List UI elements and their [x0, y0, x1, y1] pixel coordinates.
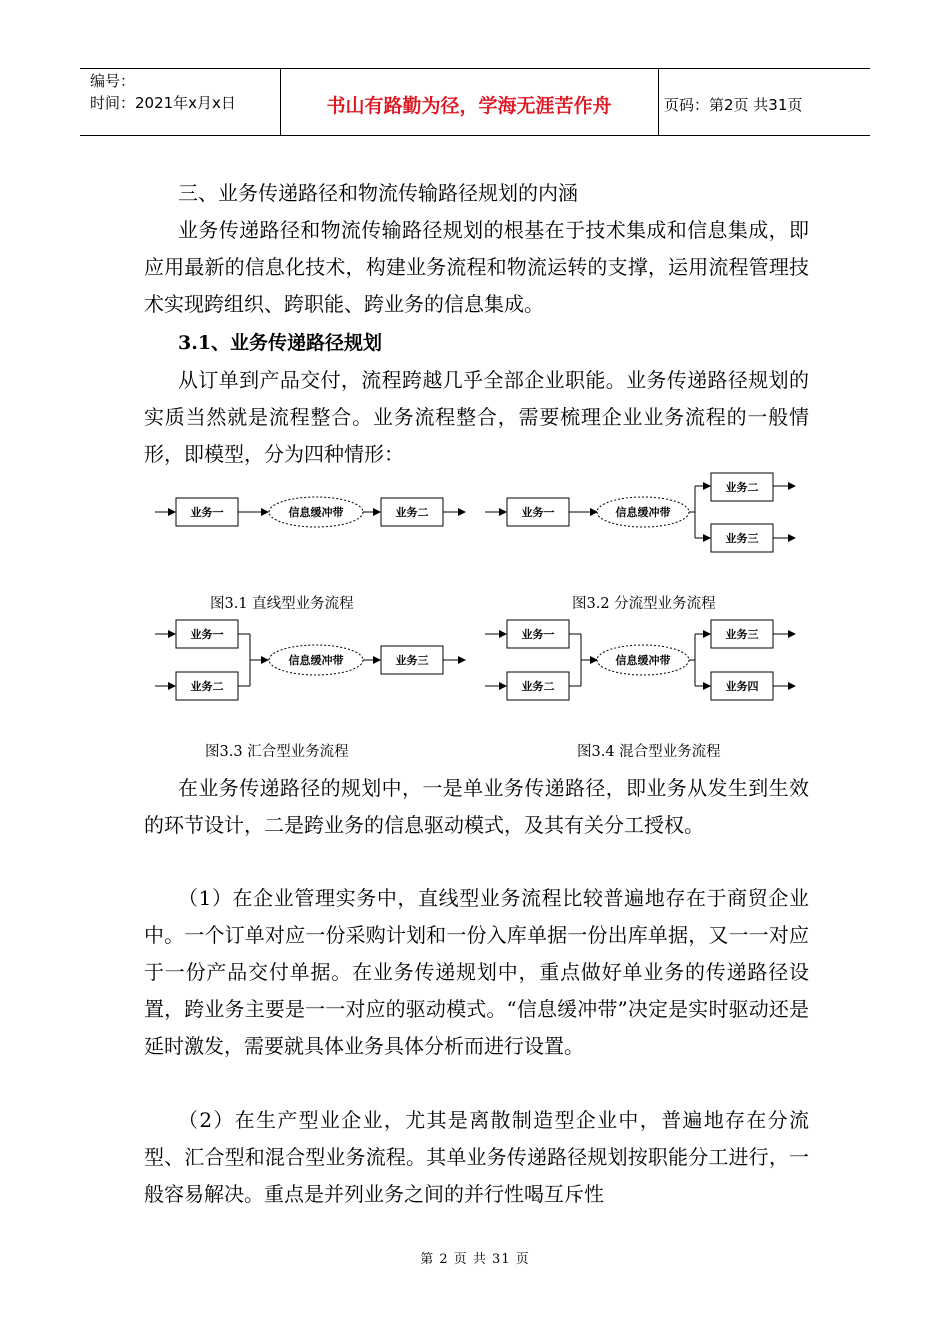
- header-top-rule: [80, 68, 870, 69]
- fig4-caption: 图3.4 混合型业务流程: [577, 744, 721, 760]
- fig2-buffer: 信息缓冲带: [615, 506, 671, 519]
- fig3-in1: 业务一: [190, 628, 224, 641]
- header-date: 时间：2021年x月x日: [90, 94, 236, 112]
- intro-paragraph: 业务传递路径和物流传输路径规划的根基在于技术集成和信息集成，即应用最新的信息化技术，构建业务流程和物流运转的支撑，运用流程管理技术实现跨组织、跨职能、跨业务的信息集成。: [144, 218, 809, 316]
- fig3-in2: 业务二: [190, 680, 224, 693]
- subsection-paragraph: 从订单到产品交付，流程跨越几乎全部企业职能。业务传递路径规划的实质当然就是流程整合。业务流程整合，需要梳理企业业务流程的一般情形，即模型，分为四种情形：: [144, 368, 809, 466]
- paragraph-1: （1）在企业管理实务中，直线型业务流程比较普遍地存在于商贸企业中。一个订单对应一份采购计划和一份入库单据一份出库单据，又一一对应于一份产品交付单据。在业务传递规划中，重点做好单业务的传递路径设置，跨业务主要是一一对应的驱动模式。“信息缓冲带”决定是实时驱动还是延时激发，需要就具体业务具体分析而进行设置。: [144, 886, 809, 1058]
- fig4-out2: 业务四: [725, 680, 759, 693]
- fig3-caption: 图3.3 汇合型业务流程: [205, 744, 349, 760]
- fig2-caption: 图3.2 分流型业务流程: [572, 596, 716, 612]
- header-meta: [90, 70, 236, 114]
- paragraph-planning: 在业务传递路径的规划中，一是单业务传递路径，即业务从发生到生效的环节设计，二是跨业务的信息驱动模式，及其有关分工授权。: [144, 776, 809, 837]
- header-number: 编号：: [90, 72, 136, 90]
- fig2-out2: 业务三: [725, 532, 759, 545]
- fig3-out: 业务三: [395, 654, 429, 667]
- fig4-in2: 业务二: [521, 680, 555, 693]
- fig2-box1: 业务一: [521, 506, 555, 519]
- header-bottom-rule: [80, 135, 870, 136]
- process-diagrams: [0, 462, 950, 762]
- fig4-in1: 业务一: [521, 628, 555, 641]
- page-footer: 第 2 页 共 31 页: [420, 1252, 530, 1267]
- subsection-title: 3.1、业务传递路径规划: [178, 332, 383, 354]
- fig2-out1: 业务二: [725, 481, 759, 494]
- fig1-buffer: 信息缓冲带: [288, 506, 344, 519]
- fig1-box2: 业务二: [395, 506, 429, 519]
- header-page-info: 页码：第2页 共31页: [664, 96, 803, 114]
- paragraph-2: （2）在生产型业企业，尤其是离散制造型企业中，普遍地存在分流型、汇合型和混合型业务流程。其单业务传递路径规划按职能分工进行，一般容易解决。重点是并列业务之间的并行性喝互斥性: [144, 1108, 809, 1206]
- fig4-buffer: 信息缓冲带: [615, 654, 671, 667]
- header-divider-right: [658, 68, 659, 136]
- fig1-box1: 业务一: [190, 506, 224, 519]
- fig1-caption: 图3.1 直线型业务流程: [210, 596, 354, 612]
- section-title: 三、业务传递路径和物流传输路径规划的内涵: [178, 181, 578, 205]
- header-motto: 书山有路勤为径，学海无涯苦作舟: [326, 95, 612, 117]
- fig3-buffer: 信息缓冲带: [288, 654, 344, 667]
- fig4-out1: 业务三: [725, 628, 759, 641]
